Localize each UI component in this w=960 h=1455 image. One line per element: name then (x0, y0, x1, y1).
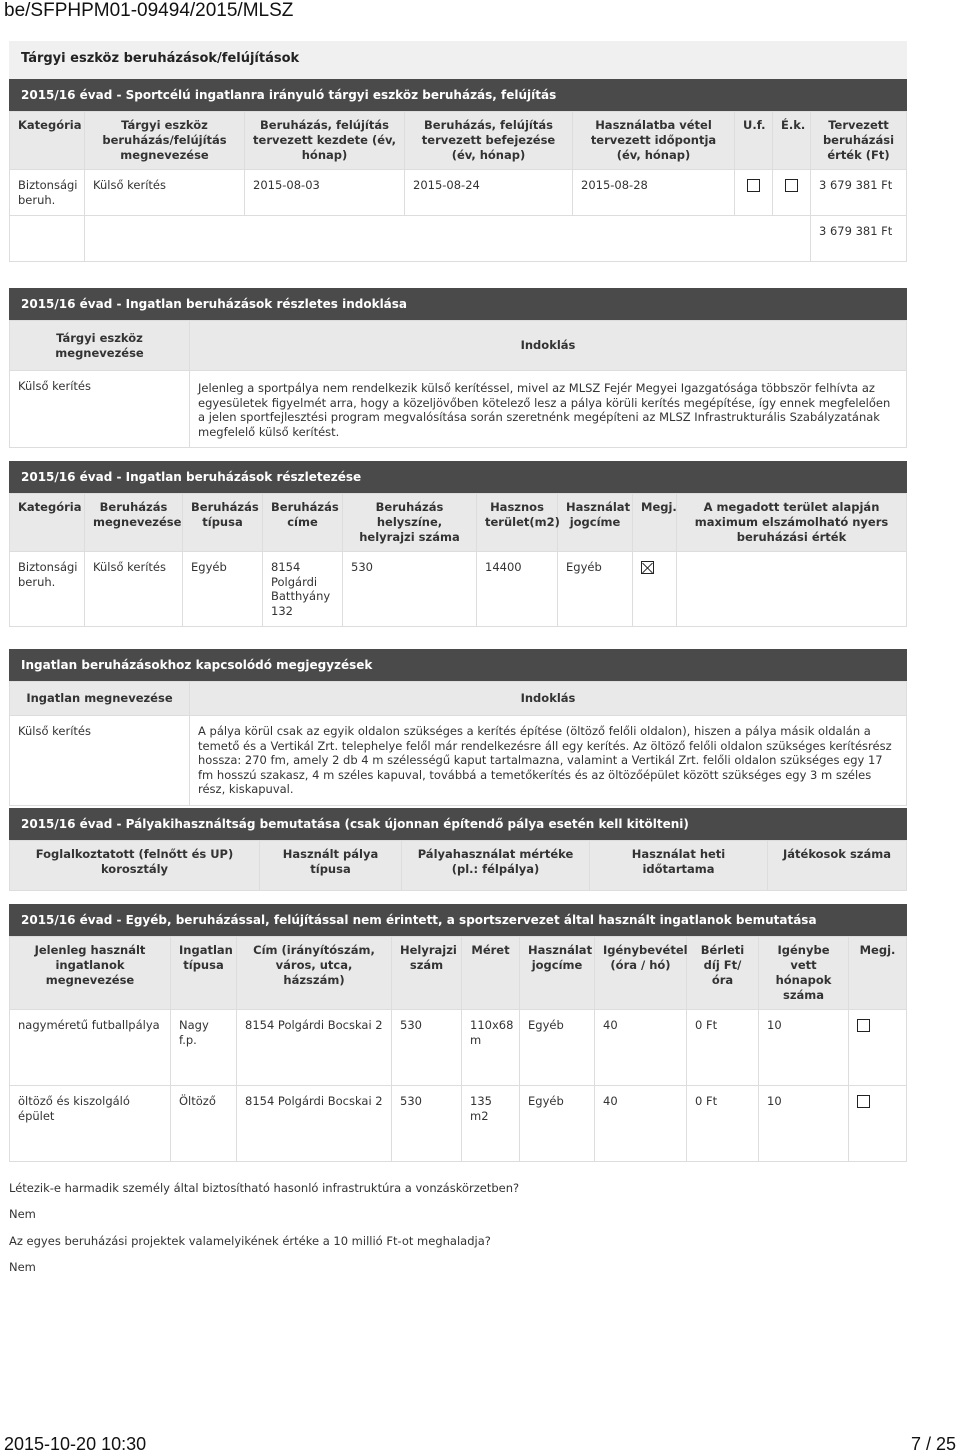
note-cell (633, 552, 677, 627)
rent-cell: 0 Ft (687, 1086, 759, 1162)
ek-checkbox[interactable] (785, 179, 798, 192)
address-cell: 8154 Polgárdi Batthyány 132 (263, 552, 343, 627)
name-cell: Külső kerítés (85, 170, 245, 216)
col-header: Tervezett beruházási érték (Ft) (811, 112, 907, 170)
size-cell: 135 m2 (462, 1086, 520, 1162)
col-header: Bérleti díj Ft/óra (687, 937, 759, 1010)
months-cell: 10 (759, 1086, 849, 1162)
section-title: 2015/16 évad - Egyéb, beruházással, felújítással nem érintett, a sportszervezet által használt ingatlanok bemutatása (9, 904, 907, 936)
document-id: be/SFPHPM01-09494/2015/MLSZ (4, 0, 294, 21)
col-header: Játékosok száma (768, 841, 907, 891)
parcel-cell: 530 (392, 1010, 462, 1086)
table-header-row (10, 112, 907, 170)
note-checkbox[interactable] (857, 1095, 870, 1108)
question-text: Létezik-e harmadik személy által biztosítható hasonló infrastruktúra a vonzáskörzetben? (9, 1181, 520, 1195)
table-header-row (10, 937, 907, 1010)
justification-text: Jelenleg a sportpálya nem rendelkezik külső kerítéssel, mivel az MLSZ Fejér Megyei Igazgatósága többször felhívta az egyesületek figyelmét arra, hogy a közeljövőben kötelező lesz a pálya körüli kerítés megépítése, így ennek megfelelően a jelen sportfejlesztési program megvalósítása során szeretnénk megépíteni az MLSZ Infrastrukturális Szabályzatának megfelelő külső kerítést. (190, 371, 907, 448)
col-header: Beruházás, felújítás tervezett kezdete (év, hónap) (245, 112, 405, 170)
parcel-cell: 530 (392, 1086, 462, 1162)
table-header-row (10, 494, 907, 552)
col-header: Beruházás megnevezése (85, 494, 183, 552)
col-header: É.k. (773, 112, 811, 170)
col-header: Igénybe vett hónapok száma (759, 937, 849, 1010)
utilization-table (9, 840, 907, 891)
section-fixed-asset-investments (9, 41, 907, 262)
col-header: Helyrajzi szám (392, 937, 462, 1010)
property-name-cell: nagyméretű futballpálya (10, 1010, 171, 1086)
col-header: Ingatlan megnevezése (10, 682, 190, 716)
name-cell: Külső kerítés (10, 716, 190, 806)
note-cell (849, 1010, 907, 1086)
rent-cell: 0 Ft (687, 1010, 759, 1086)
col-header: Igénybevétel (óra / hó) (595, 937, 687, 1010)
property-name-cell: öltöző és kiszolgáló épület (10, 1086, 171, 1162)
use-date-cell: 2015-08-28 (573, 170, 735, 216)
table-row (10, 371, 907, 448)
col-header: Beruházás típusa (183, 494, 263, 552)
col-header: A megadott terület alapján maximum elszámolható nyers beruházási érték (677, 494, 907, 552)
address-cell: 8154 Polgárdi Bocskai 2 (237, 1086, 392, 1162)
subsection-title: 2015/16 évad - Sportcélú ingatlanra irányuló tárgyi eszköz beruházás, felújítás (9, 79, 907, 111)
max-value-cell (677, 552, 907, 627)
months-cell: 10 (759, 1010, 849, 1086)
section-justification (9, 288, 907, 448)
note-cell (849, 1086, 907, 1162)
table-row (10, 716, 907, 806)
section-remarks (9, 649, 907, 806)
col-header: Méret (462, 937, 520, 1010)
col-header: Használt pálya típusa (260, 841, 402, 891)
col-header: Megj. (633, 494, 677, 552)
property-type-cell: Öltöző (171, 1086, 237, 1162)
investment-table (9, 111, 907, 262)
col-header: Ingatlan típusa (171, 937, 237, 1010)
section-field-utilization (9, 808, 907, 891)
section-other-properties (9, 904, 907, 1162)
category-cell: Biztonsági beruh. (10, 552, 85, 627)
note-checkbox[interactable] (857, 1019, 870, 1032)
col-header: Indoklás (190, 682, 907, 716)
legal-basis-cell: Egyéb (558, 552, 633, 627)
col-header: Pályahasználat mértéke (pl.: félpálya) (402, 841, 590, 891)
section-title: Ingatlan beruházásokhoz kapcsolódó megjegyzések (9, 649, 907, 681)
table-header-row (10, 321, 907, 371)
area-cell: 14400 (477, 552, 558, 627)
col-header: Hasznos terület(m2) (477, 494, 558, 552)
start-date-cell: 2015-08-03 (245, 170, 405, 216)
ek-cell (773, 170, 811, 216)
table-header-row (10, 682, 907, 716)
section-title: Tárgyi eszköz beruházások/felújítások (9, 41, 907, 79)
remark-text: A pálya körül csak az egyik oldalon szükséges a kerítés építése (öltöző felőli oldalon), hiszen a pálya másik oldalán a temető és a Vertikál Zrt. telephelye felől már rendelkezésre áll egy kerítés. Az öltöző felőli oldalon szükséges kerítésrész hossza: 270 fm, amely 2 db 4 m szélességű kaput tartalmazna, valamint a Vertikál Zrt. felőli oldalon szükséges egy 17 fm hosszú szakasz, 4 m széles kapuval, továbbá a temetőkerítés és az öltözőépület között szükséges egy 3 m széles rész, kiskapuval. (190, 716, 907, 806)
col-header: Beruházás, felújítás tervezett befejezése (év, hónap) (405, 112, 573, 170)
name-cell: Külső kerítés (85, 552, 183, 627)
col-header: Használat jogcíme (520, 937, 595, 1010)
type-cell: Egyéb (183, 552, 263, 627)
end-date-cell: 2015-08-24 (405, 170, 573, 216)
col-header: Kategória (10, 494, 85, 552)
section-title: 2015/16 évad - Ingatlan beruházások részletezése (9, 461, 907, 493)
col-header: U.f. (735, 112, 773, 170)
legal-basis-cell: Egyéb (520, 1086, 595, 1162)
footer-page-number: 7 / 25 (910, 1434, 956, 1454)
name-cell: Külső kerítés (10, 371, 190, 448)
col-header: Beruházás címe (263, 494, 343, 552)
remarks-table (9, 681, 907, 806)
total-row (10, 216, 907, 262)
col-header: Foglalkoztatott (felnőtt és UP) korosztály (10, 841, 260, 891)
note-checkbox-checked[interactable] (641, 561, 654, 574)
table-row (10, 1010, 907, 1086)
table-header-row (10, 841, 907, 891)
answer-text: Nem (9, 1260, 36, 1274)
col-header: Jelenleg használt ingatlanok megnevezése (10, 937, 171, 1010)
legal-basis-cell: Egyéb (520, 1010, 595, 1086)
usage-hours-cell: 40 (595, 1086, 687, 1162)
address-cell: 8154 Polgárdi Bocskai 2 (237, 1010, 392, 1086)
col-header: Cím (irányítószám, város, utca, házszám) (237, 937, 392, 1010)
table-row (10, 170, 907, 216)
section-investment-details (9, 461, 907, 627)
col-header: Tárgyi eszköz megnevezése (10, 321, 190, 371)
table-row (10, 1086, 907, 1162)
col-header: Kategória (10, 112, 85, 170)
properties-table (9, 936, 907, 1162)
size-cell: 110x68 m (462, 1010, 520, 1086)
category-cell: Biztonsági beruh. (10, 170, 85, 216)
details-table (9, 493, 907, 627)
uf-cell (735, 170, 773, 216)
table-row (10, 552, 907, 627)
parcel-cell: 530 (343, 552, 477, 627)
usage-hours-cell: 40 (595, 1010, 687, 1086)
col-header: Beruházás helyszíne, helyrajzi száma (343, 494, 477, 552)
value-cell: 3 679 381 Ft (811, 170, 907, 216)
col-header: Használat heti időtartama (590, 841, 768, 891)
question-text: Az egyes beruházási projektek valamelyikének értéke a 10 millió Ft-ot meghaladja? (9, 1234, 491, 1248)
footer-datetime: 2015-10-20 10:30 (4, 1434, 147, 1454)
uf-checkbox[interactable] (747, 179, 760, 192)
property-type-cell: Nagy f.p. (171, 1010, 237, 1086)
justification-table (9, 320, 907, 448)
col-header: Használat jogcíme (558, 494, 633, 552)
section-title: 2015/16 évad - Pályakihasználtság bemutatása (csak újonnan építendő pálya esetén kell kitölteni) (9, 808, 907, 840)
col-header: Tárgyi eszköz beruházás/felújítás megnevezése (85, 112, 245, 170)
col-header: Indoklás (190, 321, 907, 371)
section-title: 2015/16 évad - Ingatlan beruházások részletes indoklása (9, 288, 907, 320)
answer-text: Nem (9, 1207, 36, 1221)
col-header: Használatba vétel tervezett időpontja (év, hónap) (573, 112, 735, 170)
col-header: Megj. (849, 937, 907, 1010)
total-value: 3 679 381 Ft (811, 216, 907, 262)
